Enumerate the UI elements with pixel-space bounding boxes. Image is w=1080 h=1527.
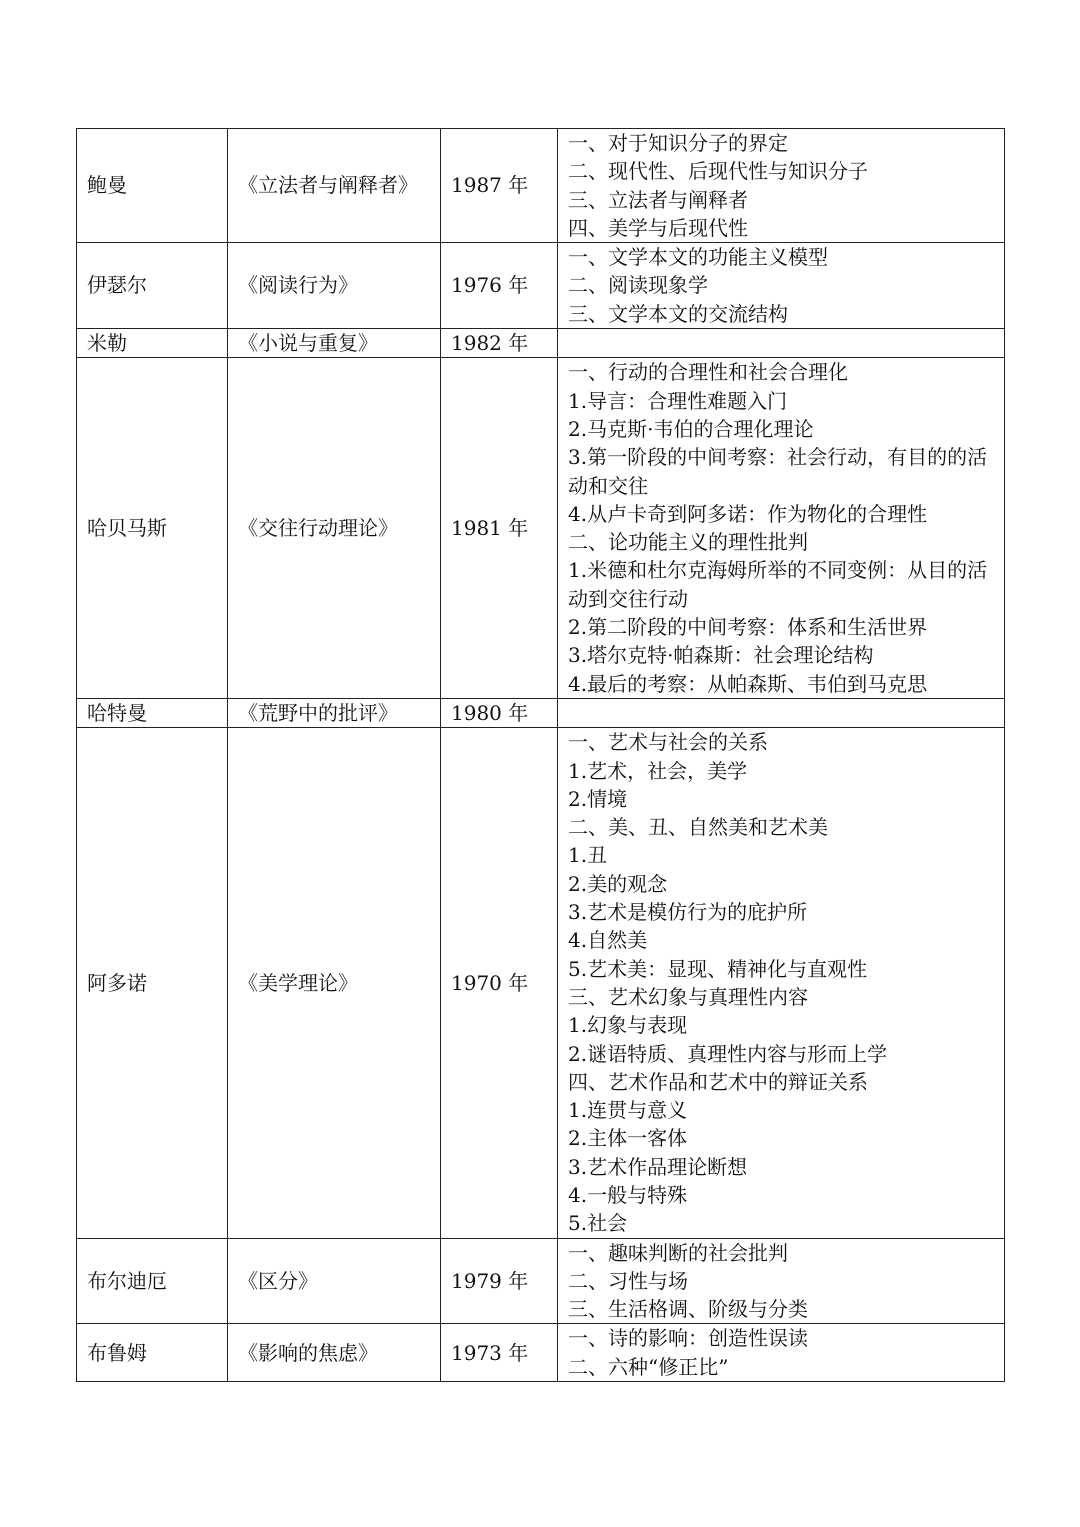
contents-cell [558,358,1005,699]
contents-line: 三、生活格调、阶级与分类 [568,1297,808,1322]
year-cell: 1987 年 [441,129,558,243]
contents-line: 2.主体一客体 [568,1126,688,1151]
contents-line: 2.马克斯·韦伯的合理化理论 [568,416,814,441]
contents-line: 2.情境 [568,786,628,811]
contents-line: 4.最后的考察：从帕森斯、韦伯到马克思 [568,671,928,696]
contents-line: 二、论功能主义的理性批判 [568,530,808,555]
contents-line: 1.导言：合理性难题入门 [568,388,788,413]
contents-line: 1.连贯与意义 [568,1098,688,1123]
contents-cell [558,1324,1005,1382]
contents-line: 5.艺术美：显现、精神化与直观性 [568,956,868,981]
contents-line: 2.第二阶段的中间考察：体系和生活世界 [568,615,928,640]
contents-line: 一、行动的合理性和社会合理化 [568,360,848,385]
book-title-cell: 《小说与重复》 [228,329,441,358]
year-cell: 1981 年 [441,358,558,699]
author-cell: 阿多诺 [77,728,228,1238]
contents-line: 二、六种“修正比” [568,1354,729,1379]
table-row [77,698,1005,727]
contents-line: 4.自然美 [568,928,648,953]
year-cell: 1973 年 [441,1324,558,1382]
contents-line: 三、艺术幻象与真理性内容 [568,984,808,1009]
contents-cell [558,129,1005,243]
contents-line: 二、习性与场 [568,1268,688,1293]
contents-line: 4.一般与特殊 [568,1182,688,1207]
book-title-cell: 《阅读行为》 [228,243,441,329]
reading-list-table [76,128,1005,1382]
contents-cell [558,1238,1005,1324]
contents-line: 2.美的观念 [568,871,668,896]
contents-line: 4.从卢卡奇到阿多诺：作为物化的合理性 [568,501,928,526]
author-cell: 布尔迪厄 [77,1238,228,1324]
contents-line: 3.第一阶段的中间考察：社会行动，有目的的活动和交往 [568,445,988,498]
table-row [77,1324,1005,1382]
contents-line: 1.幻象与表现 [568,1013,688,1038]
table-body [77,129,1005,1382]
table-row [77,329,1005,358]
year-cell: 1980 年 [441,698,558,727]
contents-line: 3.艺术作品理论断想 [568,1154,748,1179]
contents-line: 四、美学与后现代性 [568,215,748,240]
contents-line: 一、诗的影响：创造性误读 [568,1326,808,1351]
author-cell: 布鲁姆 [77,1324,228,1382]
contents-line: 二、美、丑、自然美和艺术美 [568,815,828,840]
table-row [77,358,1005,699]
table-row [77,1238,1005,1324]
contents-cell [558,329,1005,358]
contents-line: 2.谜语特质、真理性内容与形而上学 [568,1041,888,1066]
year-cell: 1976 年 [441,243,558,329]
contents-line: 二、现代性、后现代性与知识分子 [568,159,868,184]
year-cell: 1982 年 [441,329,558,358]
author-cell: 哈特曼 [77,698,228,727]
contents-line: 3.艺术是模仿行为的庇护所 [568,900,808,925]
contents-line: 1.丑 [568,843,608,868]
year-cell: 1979 年 [441,1238,558,1324]
contents-line: 三、文学本文的交流结构 [568,301,788,326]
contents-line: 1.米德和杜尔克海姆所举的不同变例：从目的活动到交往行动 [568,558,988,611]
book-title-cell: 《交往行动理论》 [228,358,441,699]
book-title-cell: 《美学理论》 [228,728,441,1238]
contents-line: 5.社会 [568,1211,628,1236]
contents-line: 一、对于知识分子的界定 [568,131,788,155]
year-cell: 1970 年 [441,728,558,1238]
contents-line: 三、立法者与阐释者 [568,187,748,212]
author-cell: 米勒 [77,329,228,358]
contents-line: 四、艺术作品和艺术中的辩证关系 [568,1069,868,1094]
contents-cell [558,698,1005,727]
table-row [77,243,1005,329]
book-title-cell: 《区分》 [228,1238,441,1324]
author-cell: 伊瑟尔 [77,243,228,329]
contents-line: 3.塔尔克特·帕森斯：社会理论结构 [568,643,874,668]
author-cell: 鲍曼 [77,129,228,243]
contents-line: 一、艺术与社会的关系 [568,730,768,755]
contents-line: 一、文学本文的功能主义模型 [568,245,828,270]
contents-line: 一、趣味判断的社会批判 [568,1240,788,1265]
book-title-cell: 《影响的焦虑》 [228,1324,441,1382]
contents-cell [558,243,1005,329]
contents-cell [558,728,1005,1238]
contents-line: 1.艺术，社会，美学 [568,758,748,783]
table-row [77,129,1005,243]
author-cell: 哈贝马斯 [77,358,228,699]
contents-line: 二、阅读现象学 [568,273,708,298]
book-title-cell: 《荒野中的批评》 [228,698,441,727]
table-row [77,728,1005,1238]
book-title-cell: 《立法者与阐释者》 [228,129,441,243]
